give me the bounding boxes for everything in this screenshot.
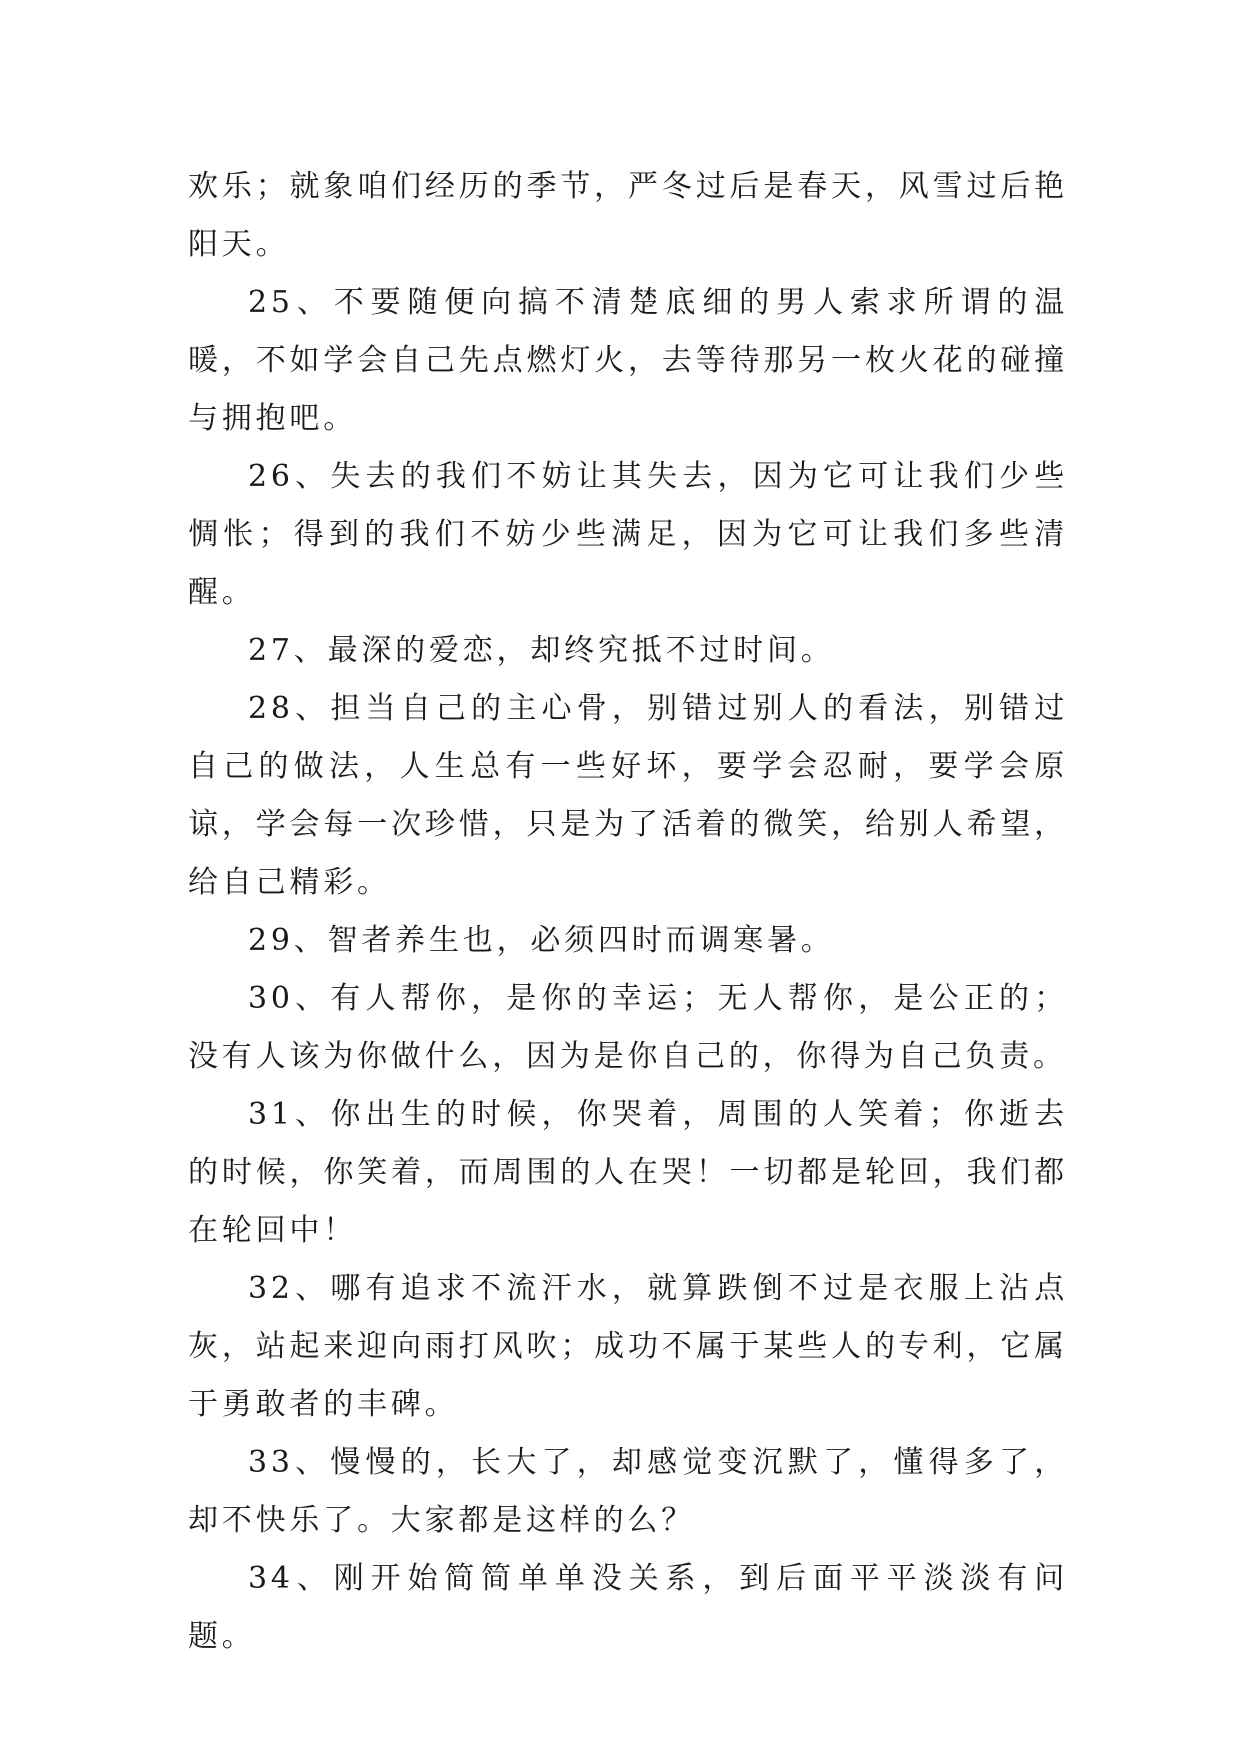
paragraph-32: 32、哪有追求不流汗水，就算跌倒不过是衣服上沾点灰，站起来迎向雨打风吹；成功不属于某些人的专利，它属于勇敢者的丰碑。 [188,1271,1068,1422]
paragraph-25: 25、不要随便向搞不清楚底细的男人索求所谓的温暖，不如学会自己先点燃灯火，去等待那另一枚火花的碰撞与拥抱吧。 [188,285,1068,436]
paragraph-29: 29、智者养生也，必须四时而调寒暑。 [248,923,835,958]
paragraph-34: 34、刚开始简简单单没关系，到后面平平淡淡有问题。 [188,1561,1068,1654]
paragraph-26: 26、失去的我们不妨让其失去，因为它可让我们少些惆怅；得到的我们不妨少些满足，因为它可让我们多些清醒。 [188,459,1068,610]
paragraph-33: 33、慢慢的，长大了，却感觉变沉默了，懂得多了，却不快乐了。大家都是这样的么？ [188,1445,1068,1538]
document-body [188,158,1068,1666]
paragraph-31: 31、你出生的时候，你哭着，周围的人笑着；你逝去的时候，你笑着，而周围的人在哭！一切都是轮回，我们都在轮回中！ [188,1097,1068,1248]
paragraph-27: 27、最深的爱恋，却终究抵不过时间。 [248,633,835,668]
paragraph-28: 28、担当自己的主心骨，别错过别人的看法，别错过自己的做法，人生总有一些好坏，要学会忍耐，要学会原谅，学会每一次珍惜，只是为了活着的微笑，给别人希望，给自己精彩。 [188,691,1068,900]
paragraph-30: 30、有人帮你，是你的幸运；无人帮你，是公正的；没有人该为你做什么，因为是你自己的，你得为自己负责。 [188,981,1068,1074]
paragraph-continuation: 欢乐；就象咱们经历的季节，严冬过后是春天，风雪过后艳阳天。 [188,169,1068,262]
